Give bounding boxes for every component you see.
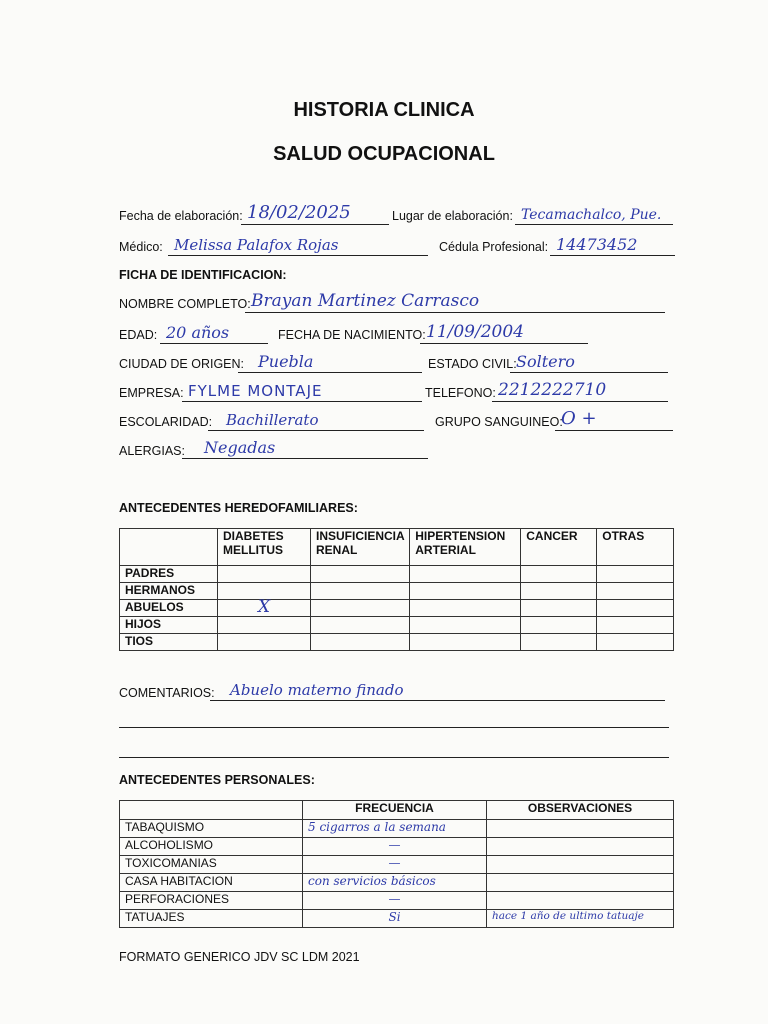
escolaridad-value: Bachillerato [226, 411, 319, 429]
personales-observaciones-cell[interactable] [487, 856, 674, 874]
heredo-cell[interactable] [521, 634, 597, 651]
heredo-cell[interactable] [597, 634, 674, 651]
heredo-cell[interactable] [597, 583, 674, 600]
table-row [120, 820, 674, 838]
nacimiento-value: 11/09/2004 [426, 322, 524, 342]
fecha-elaboracion-value: 18/02/2025 [247, 202, 351, 223]
heredo-cell[interactable]: X [218, 600, 311, 617]
alergias-label: ALERGIAS: [119, 444, 185, 458]
table-row [120, 874, 674, 892]
personales-observaciones-cell[interactable] [487, 892, 674, 910]
heredo-row-label: PADRES [120, 566, 218, 583]
estado-civil-label: ESTADO CIVIL: [428, 357, 517, 371]
heredo-cell[interactable] [218, 566, 311, 583]
heredofamiliares-table [119, 528, 674, 651]
personales-row-label: ALCOHOLISMO [120, 838, 303, 856]
heredo-cell[interactable] [521, 617, 597, 634]
fecha-elaboracion-field[interactable] [241, 202, 389, 225]
personales-frecuencia-cell[interactable]: — [303, 892, 487, 910]
nombre-value: Brayan Martinez Carrasco [251, 291, 480, 311]
heredo-cell[interactable] [521, 600, 597, 617]
grupo-sanguineo-field[interactable] [555, 408, 673, 431]
heredo-cell[interactable] [311, 566, 410, 583]
escolaridad-field[interactable] [208, 411, 424, 431]
nombre-field[interactable] [245, 291, 665, 313]
heredo-row-label: HERMANOS [120, 583, 218, 600]
lugar-elaboracion-value: Tecamachalco, Pue. [521, 207, 662, 223]
heredo-cell[interactable] [311, 583, 410, 600]
personales-row-label: TATUAJES [120, 910, 303, 928]
heredo-cell[interactable] [410, 600, 521, 617]
estado-civil-field[interactable] [510, 352, 668, 373]
heredo-cell[interactable] [410, 617, 521, 634]
personales-row-label: TABAQUISMO [120, 820, 303, 838]
heredo-cell[interactable] [410, 566, 521, 583]
personales-header-row [120, 801, 674, 820]
heredo-col-hipertension: HIPERTENSION ARTERIAL [410, 529, 521, 566]
heredo-cell[interactable] [218, 634, 311, 651]
telefono-value: 2212222710 [498, 380, 607, 400]
table-row [120, 617, 674, 634]
comentarios-value: Abuelo materno finado [230, 681, 404, 699]
escolaridad-label: ESCOLARIDAD: [119, 415, 213, 429]
edad-label: EDAD: [119, 328, 158, 342]
nombre-label: NOMBRE COMPLETO: [119, 297, 251, 311]
alergias-field[interactable] [182, 438, 428, 459]
personales-row-label: PERFORACIONES [120, 892, 303, 910]
edad-value: 20 años [166, 323, 230, 342]
personales-frecuencia-cell[interactable]: con servicios básicos [303, 874, 487, 892]
medico-value: Melissa Palafox Rojas [174, 236, 339, 254]
empresa-field[interactable] [182, 382, 422, 402]
personales-col-observaciones: OBSERVACIONES [487, 801, 674, 820]
table-row [120, 856, 674, 874]
heredo-cell[interactable] [597, 600, 674, 617]
personales-observaciones-cell[interactable]: hace 1 año de ultimo tatuaje [487, 910, 674, 928]
heredo-col-diabetes: DIABETES MELLITUS [218, 529, 311, 566]
personales-frecuencia-cell[interactable]: 5 cigarros a la semana [303, 820, 487, 838]
heredo-cell[interactable] [521, 583, 597, 600]
personales-frecuencia-cell[interactable]: — [303, 838, 487, 856]
table-row [120, 566, 674, 583]
heredo-cell[interactable] [597, 566, 674, 583]
comentarios-field[interactable] [210, 681, 665, 701]
personales-observaciones-cell[interactable] [487, 874, 674, 892]
empresa-label: EMPRESA: [119, 386, 184, 400]
table-row [120, 910, 674, 928]
heredo-header-row [120, 529, 674, 566]
nacimiento-label: FECHA DE NACIMIENTO: [278, 328, 426, 342]
heredo-cell[interactable] [410, 583, 521, 600]
lugar-elaboracion-label: Lugar de elaboración: [392, 209, 513, 223]
ciudad-label: CIUDAD DE ORIGEN: [119, 357, 245, 371]
telefono-field[interactable] [492, 380, 668, 402]
antecedentes-personales-heading: ANTECEDENTES PERSONALES: [119, 773, 315, 787]
ciudad-value: Puebla [258, 352, 314, 371]
medico-label: Médico: [119, 240, 163, 254]
cedula-value: 14473452 [556, 235, 638, 254]
heredo-cell[interactable] [311, 600, 410, 617]
personales-observaciones-cell[interactable] [487, 820, 674, 838]
cedula-label: Cédula Profesional: [439, 240, 549, 254]
heredo-cell[interactable] [218, 617, 311, 634]
comentarios-label: COMENTARIOS: [119, 686, 215, 700]
cedula-field[interactable] [550, 235, 675, 256]
personales-col-frecuencia: FRECUENCIA [303, 801, 487, 820]
alergias-value: Negadas [204, 438, 276, 457]
table-row [120, 634, 674, 651]
estado-civil-value: Soltero [516, 352, 575, 371]
heredo-cell[interactable] [521, 566, 597, 583]
empresa-value: FYLME MONTAJE [188, 382, 323, 400]
personales-table [119, 800, 674, 928]
ciudad-field[interactable] [238, 352, 422, 373]
heredo-col-cancer: CANCER [521, 529, 597, 566]
table-row [120, 838, 674, 856]
table-row [120, 892, 674, 910]
telefono-label: TELEFONO: [425, 386, 496, 400]
document-title: HISTORIA CLINICA [293, 99, 475, 121]
ficha-identificacion-heading: FICHA DE IDENTIFICACION: [119, 268, 287, 282]
heredo-cell[interactable] [410, 634, 521, 651]
table-row [120, 583, 674, 600]
heredo-cell[interactable] [311, 634, 410, 651]
heredo-col-insuficiencia: INSUFICIENCIA RENAL [311, 529, 410, 566]
heredo-col-otras: OTRAS [597, 529, 674, 566]
personales-frecuencia-cell[interactable]: Si [303, 910, 487, 928]
comentarios-line-3[interactable] [119, 757, 669, 758]
personales-row-label: TOXICOMANIAS [120, 856, 303, 874]
personales-row-label: CASA HABITACION [120, 874, 303, 892]
personales-frecuencia-cell[interactable]: — [303, 856, 487, 874]
personales-observaciones-cell[interactable] [487, 838, 674, 856]
grupo-sanguineo-label: GRUPO SANGUINEO: [435, 415, 563, 429]
comentarios-line-2[interactable] [119, 727, 669, 728]
heredo-row-label: ABUELOS [120, 600, 218, 617]
grupo-sanguineo-value: O + [561, 408, 597, 429]
fecha-elaboracion-label: Fecha de elaboración: [119, 209, 243, 223]
heredo-row-label: HIJOS [120, 617, 218, 634]
medico-field[interactable] [168, 236, 428, 256]
heredo-cell[interactable] [597, 617, 674, 634]
nacimiento-field[interactable] [420, 322, 588, 344]
footer-text: FORMATO GENERICO JDV SC LDM 2021 [119, 950, 360, 964]
table-row [120, 600, 674, 617]
edad-field[interactable] [160, 323, 268, 344]
heredo-row-label: TIOS [120, 634, 218, 651]
personales-col-blank [120, 801, 303, 820]
heredofamiliares-heading: ANTECEDENTES HEREDOFAMILIARES: [119, 501, 358, 515]
heredo-col-blank [120, 529, 218, 566]
document-subtitle: SALUD OCUPACIONAL [273, 143, 495, 165]
heredo-cell[interactable] [311, 617, 410, 634]
lugar-elaboracion-field[interactable] [515, 208, 673, 225]
